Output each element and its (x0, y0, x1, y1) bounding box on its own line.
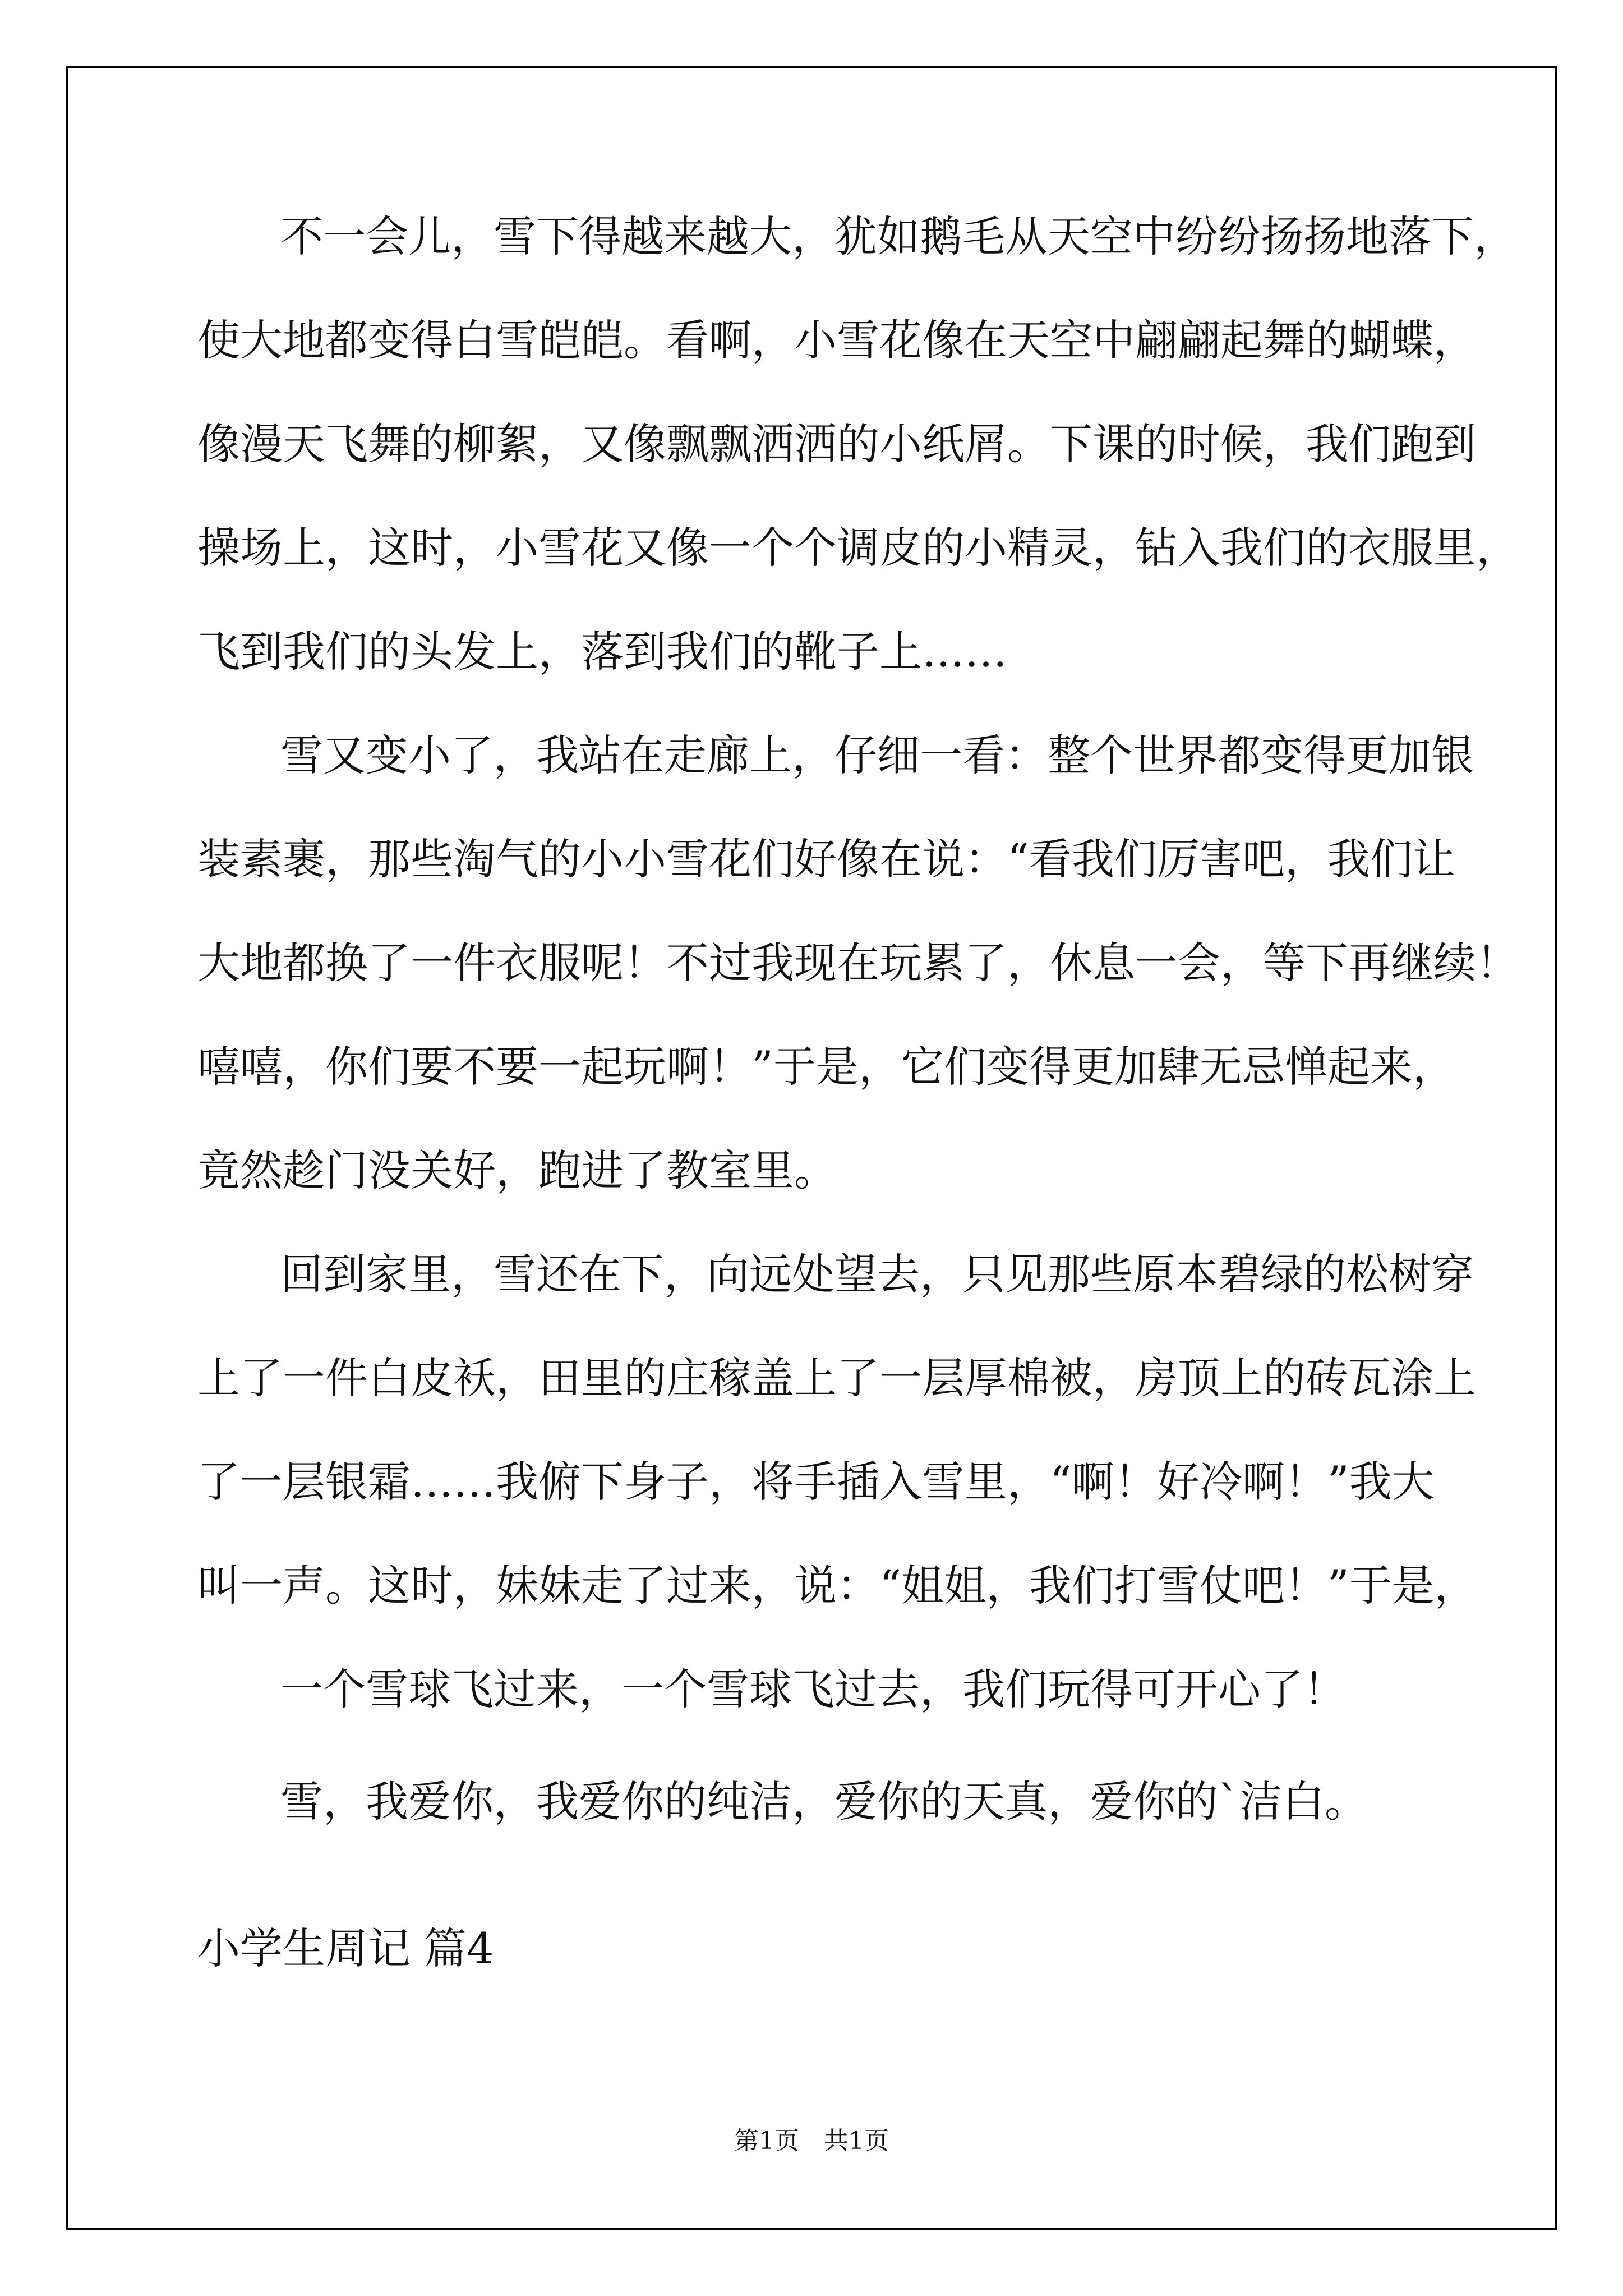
paragraph-2-line-4: 嘻嘻，你们要不要一起玩啊！”于是，它们变得更加肆无忌惮起来， (197, 1042, 1455, 1092)
paragraph-2-line-1: 雪又变小了，我站在走廊上，仔细一看：整个世界都变得更加银 (280, 730, 1474, 780)
paragraph-1-line-1: 不一会儿，雪下得越来越大，犹如鹅毛从天空中纷纷扬扬地落下， (280, 211, 1516, 261)
paragraph-3-line-4: 叫一声。这时，妹妹走了过来，说：“姐姐，我们打雪仗吧！”于是， (197, 1561, 1477, 1611)
paragraph-3-line-2: 上了一件白皮袄，田里的庄稼盖上了一层厚棉被，房顶上的砖瓦涂上 (197, 1353, 1476, 1403)
section-heading: 小学生周记 篇4 (197, 1924, 494, 1973)
paragraph-2-line-5: 竟然趁门没关好，跑进了教室里。 (197, 1145, 837, 1195)
paragraph-1-line-2: 使大地都变得白雪皑皑。看啊，小雪花像在天空中翩翩起舞的蝴蝶， (197, 315, 1476, 365)
paragraph-2-line-3: 大地都换了一件衣服呢！不过我现在玩累了，休息一会，等下再继续！ (197, 938, 1519, 988)
paragraph-1-line-4: 操场上，这时，小雪花又像一个个调皮的小精灵，钻入我们的衣服里， (197, 523, 1519, 573)
paragraph-5-line-1: 雪，我爱你，我爱你的纯洁，爱你的天真，爱你的`洁白。 (280, 1777, 1367, 1826)
paragraph-3-line-1: 回到家里，雪还在下，向远处望去，只见那些原本碧绿的松树穿 (280, 1249, 1474, 1299)
page-footer: 第1页 共1页 (734, 2127, 889, 2155)
paragraph-2-line-2: 装素裹，那些淘气的小小雪花们好像在说：“看我们厉害吧，我们让 (197, 834, 1455, 884)
paragraph-1-line-5: 飞到我们的头发上，落到我们的靴子上…… (197, 627, 1007, 677)
paragraph-1-line-3: 像漫天飞舞的柳絮，又像飘飘洒洒的小纸屑。下课的时候，我们跑到 (197, 419, 1476, 469)
paragraph-4-line-1: 一个雪球飞过来，一个雪球飞过去，我们玩得可开心了！ (280, 1664, 1346, 1714)
paragraph-3-line-3: 了一层银霜……我俯下身子，将手插入雪里，“啊！好冷啊！”我大 (197, 1457, 1435, 1507)
